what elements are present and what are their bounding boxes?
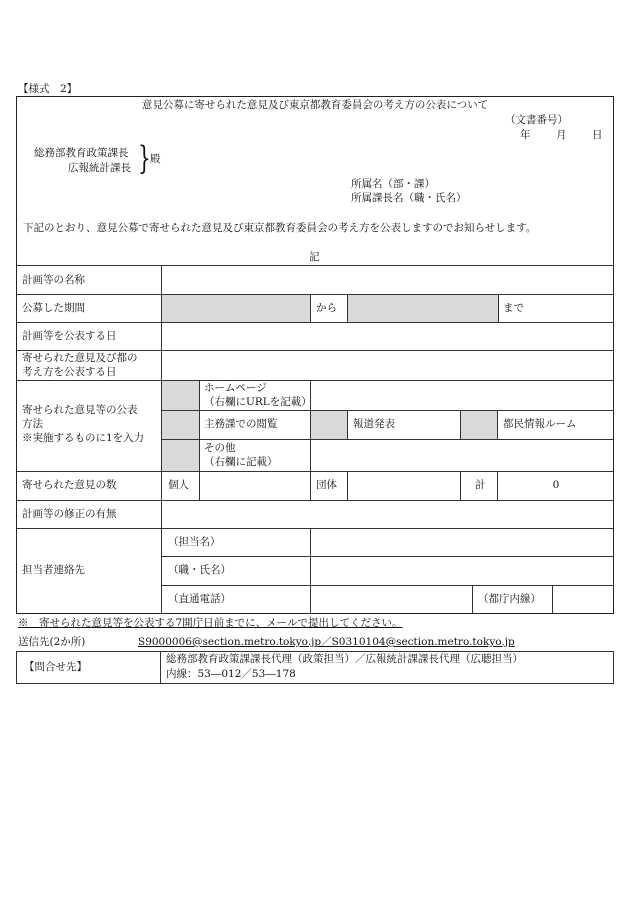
inquiry-line-1: 総務部教育政策課課長代理（政策担当）／広報統計課課長代理（広聴担当） <box>166 653 523 665</box>
rule <box>552 585 553 613</box>
rule <box>17 528 614 529</box>
opinion-date-label-2: 考え方を公表する日 <box>22 366 117 378</box>
info-room-label: 都民情報ルーム <box>503 418 577 430</box>
body-text: 下記のとおり、意見公募で寄せられた意見及び東京都教育委員会の考え方を公表しますのでお知らせします。 <box>23 222 537 234</box>
rule <box>310 471 311 500</box>
press-label: 報道発表 <box>353 418 395 430</box>
page-title: 意見公募に寄せられた意見及び東京都教育委員会の考え方の公表について <box>141 99 489 111</box>
other-check-cell[interactable] <box>162 439 199 471</box>
rule <box>310 294 311 322</box>
rule <box>347 471 348 500</box>
rule <box>17 322 614 323</box>
inquiry-label: 【問合せ先】 <box>24 661 87 673</box>
rule <box>199 471 200 500</box>
rule <box>310 528 311 613</box>
person-label: （担当名） <box>168 536 221 548</box>
main-view-label: 主務課での閲覧 <box>204 418 278 430</box>
addressee-brace: } <box>138 138 151 178</box>
homepage-check-cell[interactable] <box>162 381 199 410</box>
date-year: 年 <box>520 129 531 141</box>
sender-dept: 所属名（部・課） <box>351 178 435 190</box>
addressee-2: 広報統計課長 <box>68 162 131 174</box>
method-label-3: ※実施するものに1を入力 <box>22 432 145 444</box>
rule <box>497 410 498 439</box>
rule <box>17 294 614 295</box>
rule <box>310 380 311 471</box>
main-view-check-cell[interactable] <box>162 410 199 439</box>
rule <box>160 651 161 684</box>
opinion-date-label-1: 寄せられた意見及び都の <box>22 352 138 364</box>
period-label: 公募した期間 <box>22 302 85 314</box>
rule <box>472 585 473 613</box>
addressee-1: 総務部教育政策課長 <box>34 147 129 159</box>
plan-name-label: 計画等の名称 <box>22 274 85 286</box>
rule <box>17 350 614 351</box>
total-value: 0 <box>552 479 560 491</box>
homepage-label-2: （右欄にURLを記載） <box>204 396 312 408</box>
date-day: 日 <box>592 129 603 141</box>
method-label-1: 寄せられた意見等の公表 <box>22 404 138 416</box>
contact-label: 担当者連絡先 <box>22 564 85 576</box>
rule <box>17 500 614 501</box>
other-label-2: （右欄に記載） <box>204 456 278 468</box>
rule <box>161 265 162 613</box>
period-end-cell <box>348 295 498 322</box>
rule <box>498 294 499 322</box>
info-room-check-cell[interactable] <box>460 410 497 439</box>
period-until: まで <box>503 302 524 314</box>
submission-note: ※ 寄せられた意見等を公表する7開庁日前までに、メールで提出してください。 <box>18 617 403 629</box>
rule <box>460 471 461 500</box>
rule <box>347 294 348 322</box>
rule <box>162 585 614 586</box>
group-label: 団体 <box>316 479 337 491</box>
rule <box>460 410 461 439</box>
doc-number: （文書番号） <box>505 114 568 126</box>
rule <box>162 410 614 411</box>
count-label: 寄せられた意見の数 <box>22 479 117 491</box>
title-name-label: （職・氏名） <box>168 564 231 576</box>
press-check-cell[interactable] <box>310 410 347 439</box>
inquiry-line-2: 内線：53―012／53―178 <box>166 668 296 680</box>
announce-date-label: 計画等を公表する日 <box>22 330 117 342</box>
period-start-cell <box>162 295 310 322</box>
sender-name: 所属課長名（職・氏名） <box>351 192 467 204</box>
other-label-1: その他 <box>204 442 236 454</box>
rule <box>162 439 614 440</box>
rule <box>17 380 614 381</box>
date-month: 月 <box>556 129 567 141</box>
total-label: 計 <box>475 479 486 491</box>
rule <box>162 556 614 557</box>
email-addresses[interactable]: S9000006@section.metro.tokyo.jp／S0310104@section.metro.tokyo.jp <box>138 636 515 648</box>
extension-label: （都庁内線） <box>478 593 541 605</box>
ki-mark: 記 <box>309 251 320 263</box>
period-from: から <box>316 302 337 314</box>
send-to-label: 送信先(2か所) <box>18 636 86 648</box>
form-tag: 【様式 2】 <box>18 83 78 95</box>
direct-phone-label: （直通電話） <box>168 593 231 605</box>
rule <box>199 380 200 471</box>
rule <box>347 410 348 439</box>
homepage-label-1: ホームページ <box>204 382 267 394</box>
rule <box>17 471 614 472</box>
individual-label: 個人 <box>168 479 189 491</box>
rule <box>17 265 614 266</box>
honorific: 殿 <box>150 153 161 165</box>
method-label-2: 方法 <box>22 418 43 430</box>
revision-label: 計画等の修正の有無 <box>22 508 117 520</box>
